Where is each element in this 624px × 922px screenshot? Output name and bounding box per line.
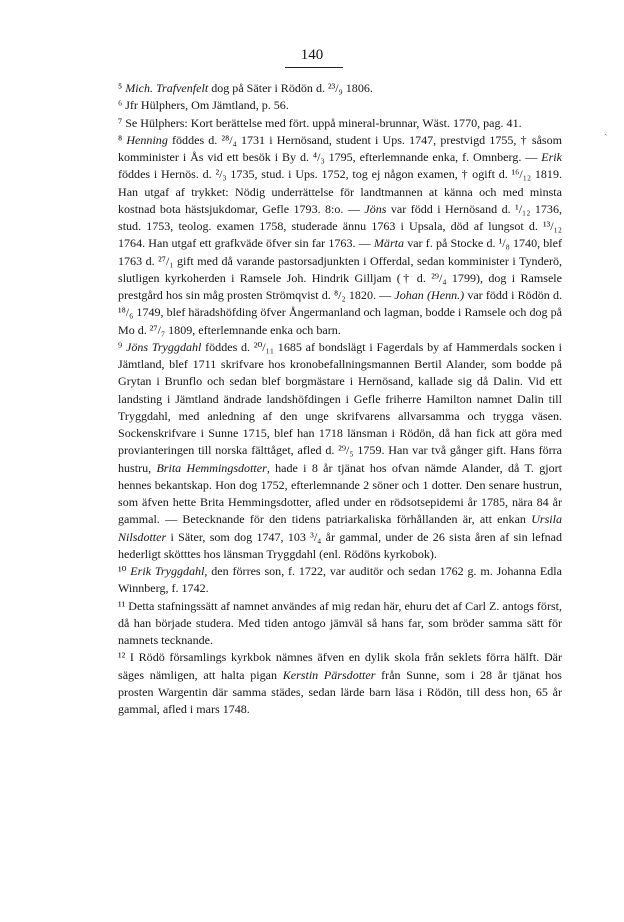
footnote-italic-name: Märta <box>373 236 405 251</box>
footnote <box>118 115 562 132</box>
footnote-text: ¹¹ Detta stafningssätt af namnet användes af mig redan här, ehuru det af Carl Z. antogs först, då han började studera. Med tiden antogo jämväl så hans far, som bröder samma sätt för namnets tecknande. <box>118 598 562 647</box>
footnote <box>118 339 562 563</box>
footnote-italic-name: Kerstin Pärsdotter <box>282 667 376 682</box>
footnote-text: ⁵ <box>118 81 126 95</box>
footnote-text: var född i Hernösand d. ¹/₁₂ 1736, stud. 1753, teolog. examen 1758, studerade ännu 1763 i Upsala, död af lungsot d. ¹³/₁₂ 1764. Han utgaf ett grafkväde öfver sin far 1763. — <box>118 201 562 251</box>
footnote-text: från Sunne, som i 28 år tjänat hos prosten Wargentin där samma städes, sedan lärde barn läsa i Rödön, till dess hon, 65 år gammal, afled i mars 1748. <box>118 667 562 716</box>
footnote <box>118 598 562 650</box>
footnote-text: dog på Säter i Rödön d. ²³/₉ 1806. <box>208 81 373 95</box>
footnote-text: föddes i Hernös. d. ²/₃ 1735, stud. i Ups. 1752, tog ej någon examen, † ogift d. ¹⁶/₁₂ 1819. Han utgaf af trykket: Nödig underrättelse för landtmannen at känna och med minsta kostnad bota hästsjukdomar, Gefle 1793. 8:o. — <box>118 167 562 216</box>
footnote-italic-name: Jöns Tryggdahl <box>125 339 202 354</box>
footnote-text: den förres son, f. 1722, var auditör och sedan 1762 g. m. Johanna Edla Winnberg, f. 1742. <box>118 564 563 596</box>
footnote <box>118 563 562 598</box>
footnote-italic-name: Henning <box>126 132 168 147</box>
footnote-text: ¹⁰ <box>118 564 131 578</box>
footnote-text: föddes d. ²⁸/₄ 1731 i Hernösand, student i Ups. 1747, prestvigd 1755, † såsom komminister i Ås vid ett besök i By d. ⁴/₃ 1795, efterlemnande enka, f. Omnberg. — <box>118 132 562 164</box>
footnote <box>118 97 562 114</box>
footnote-text: ⁷ Se Hülphers: Kort berättelse med fört. uppå mineral-brunnar, Wäst. 1770, pag. 41. <box>118 115 522 130</box>
footnote-italic-name: Jöns <box>364 201 387 216</box>
footnote <box>118 649 562 718</box>
footnote-italic-name: Brita Hemmingsdotter <box>156 460 267 475</box>
footnote <box>118 80 562 97</box>
footnote-italic-name: Mich. Trafvenfelt <box>125 81 209 95</box>
header-rule <box>285 67 343 68</box>
footnotes <box>118 80 562 718</box>
footnote-text: föddes d. ²⁰/₁₁ 1685 af bondslägt i Fagerdals by af Hammerdals socken i Jämtland, blef 1711 skrifvare hos kronobefallningsmannen Bertil Alander, som bodde på Grytan i Brunflo och sedan blef borgmästare i Hernösand, kallade sig då Dalin. Vid ett landsting i Jämtland ändrade landshöfdingen i Gefle friherre Hamilton namnet Dalin till Tryggdahl, med anledning af den unge skrifvarens allvarsamma och tryggа väsen. Sockenskrifvare i Sunne 1715, blef han 1718 länsman i Rödön, då han fick att göra med provianteringen till norska fälttåget, afled d. ²⁹/₅ 1759. Han var två gånger gift. Hans förra hustru, <box>118 339 562 475</box>
footnote-italic-name: Erik <box>541 150 562 164</box>
footnote-text: ⁶ Jfr Hülphers, Om Jämtland, p. 56. <box>118 98 289 113</box>
footnote-text: var född i Rödön d. ¹⁸/₆ 1749, blef häradshöfding öfver Ångermanland och lagman, bodde i Ramsele och dog på Mo d. ²⁷/₇ 1809, efterlemnande enka och barn. <box>118 288 562 337</box>
footnote-text: var f. på Stocke d. ¹/₈ 1740, blef 1763 d. ²⁷/₁ gift med då varande pastorsadjunkten i Offerdal, sedan komminister i Tynderö, slutligen kyrkoherden i Ramsele Joh. Hindrik Gilljam († d. ²⁹/₄ 1799), dog i Ramsele prestgård hos sin måg prosten Strömqvist d. ⁸/₂ 1820. — <box>118 236 563 302</box>
footnote-text: , hade i 8 år tjänat hos ofvan nämde Alander, då T. gjort hennes bekantskap. Hon dog 1752, efterlemnande 2 söner och 1 dotter. Den senare hustrun, som äfven hette Brita Hemmingsdotter, afled under en rödsotsepidemi år 1785, nära 84 år gammal. — Betecknande för den tidens patriarkaliska förhållanden är, att enkan <box>118 460 562 527</box>
stray-mark: ˏ <box>604 124 608 136</box>
footnote-italic-name: Erik Tryggdahl, <box>130 564 208 578</box>
footnote-text: ⁹ <box>118 339 126 354</box>
page-number: 140 <box>300 47 324 63</box>
footnote-text: i Säter, som dog 1747, 103 ³/₄ år gammal, under de 26 sista åren af sin lefnad hederligt skötttes hos länsman Tryggdahl (enl. Rödöns kyrkobok). <box>118 529 562 561</box>
footnote-text: ¹² I Rödö församlings kyrkbok nämnes äfven en dylik skola från seklets förra hälft. Där säges nämligen, att halta pigan <box>118 650 562 682</box>
footnote-text: ⁸ <box>118 132 127 147</box>
footnote-italic-name: Ursila Nilsdotter <box>118 512 562 544</box>
footnote-italic-name: Johan (Henn.) <box>394 288 465 302</box>
footnote <box>118 132 562 339</box>
